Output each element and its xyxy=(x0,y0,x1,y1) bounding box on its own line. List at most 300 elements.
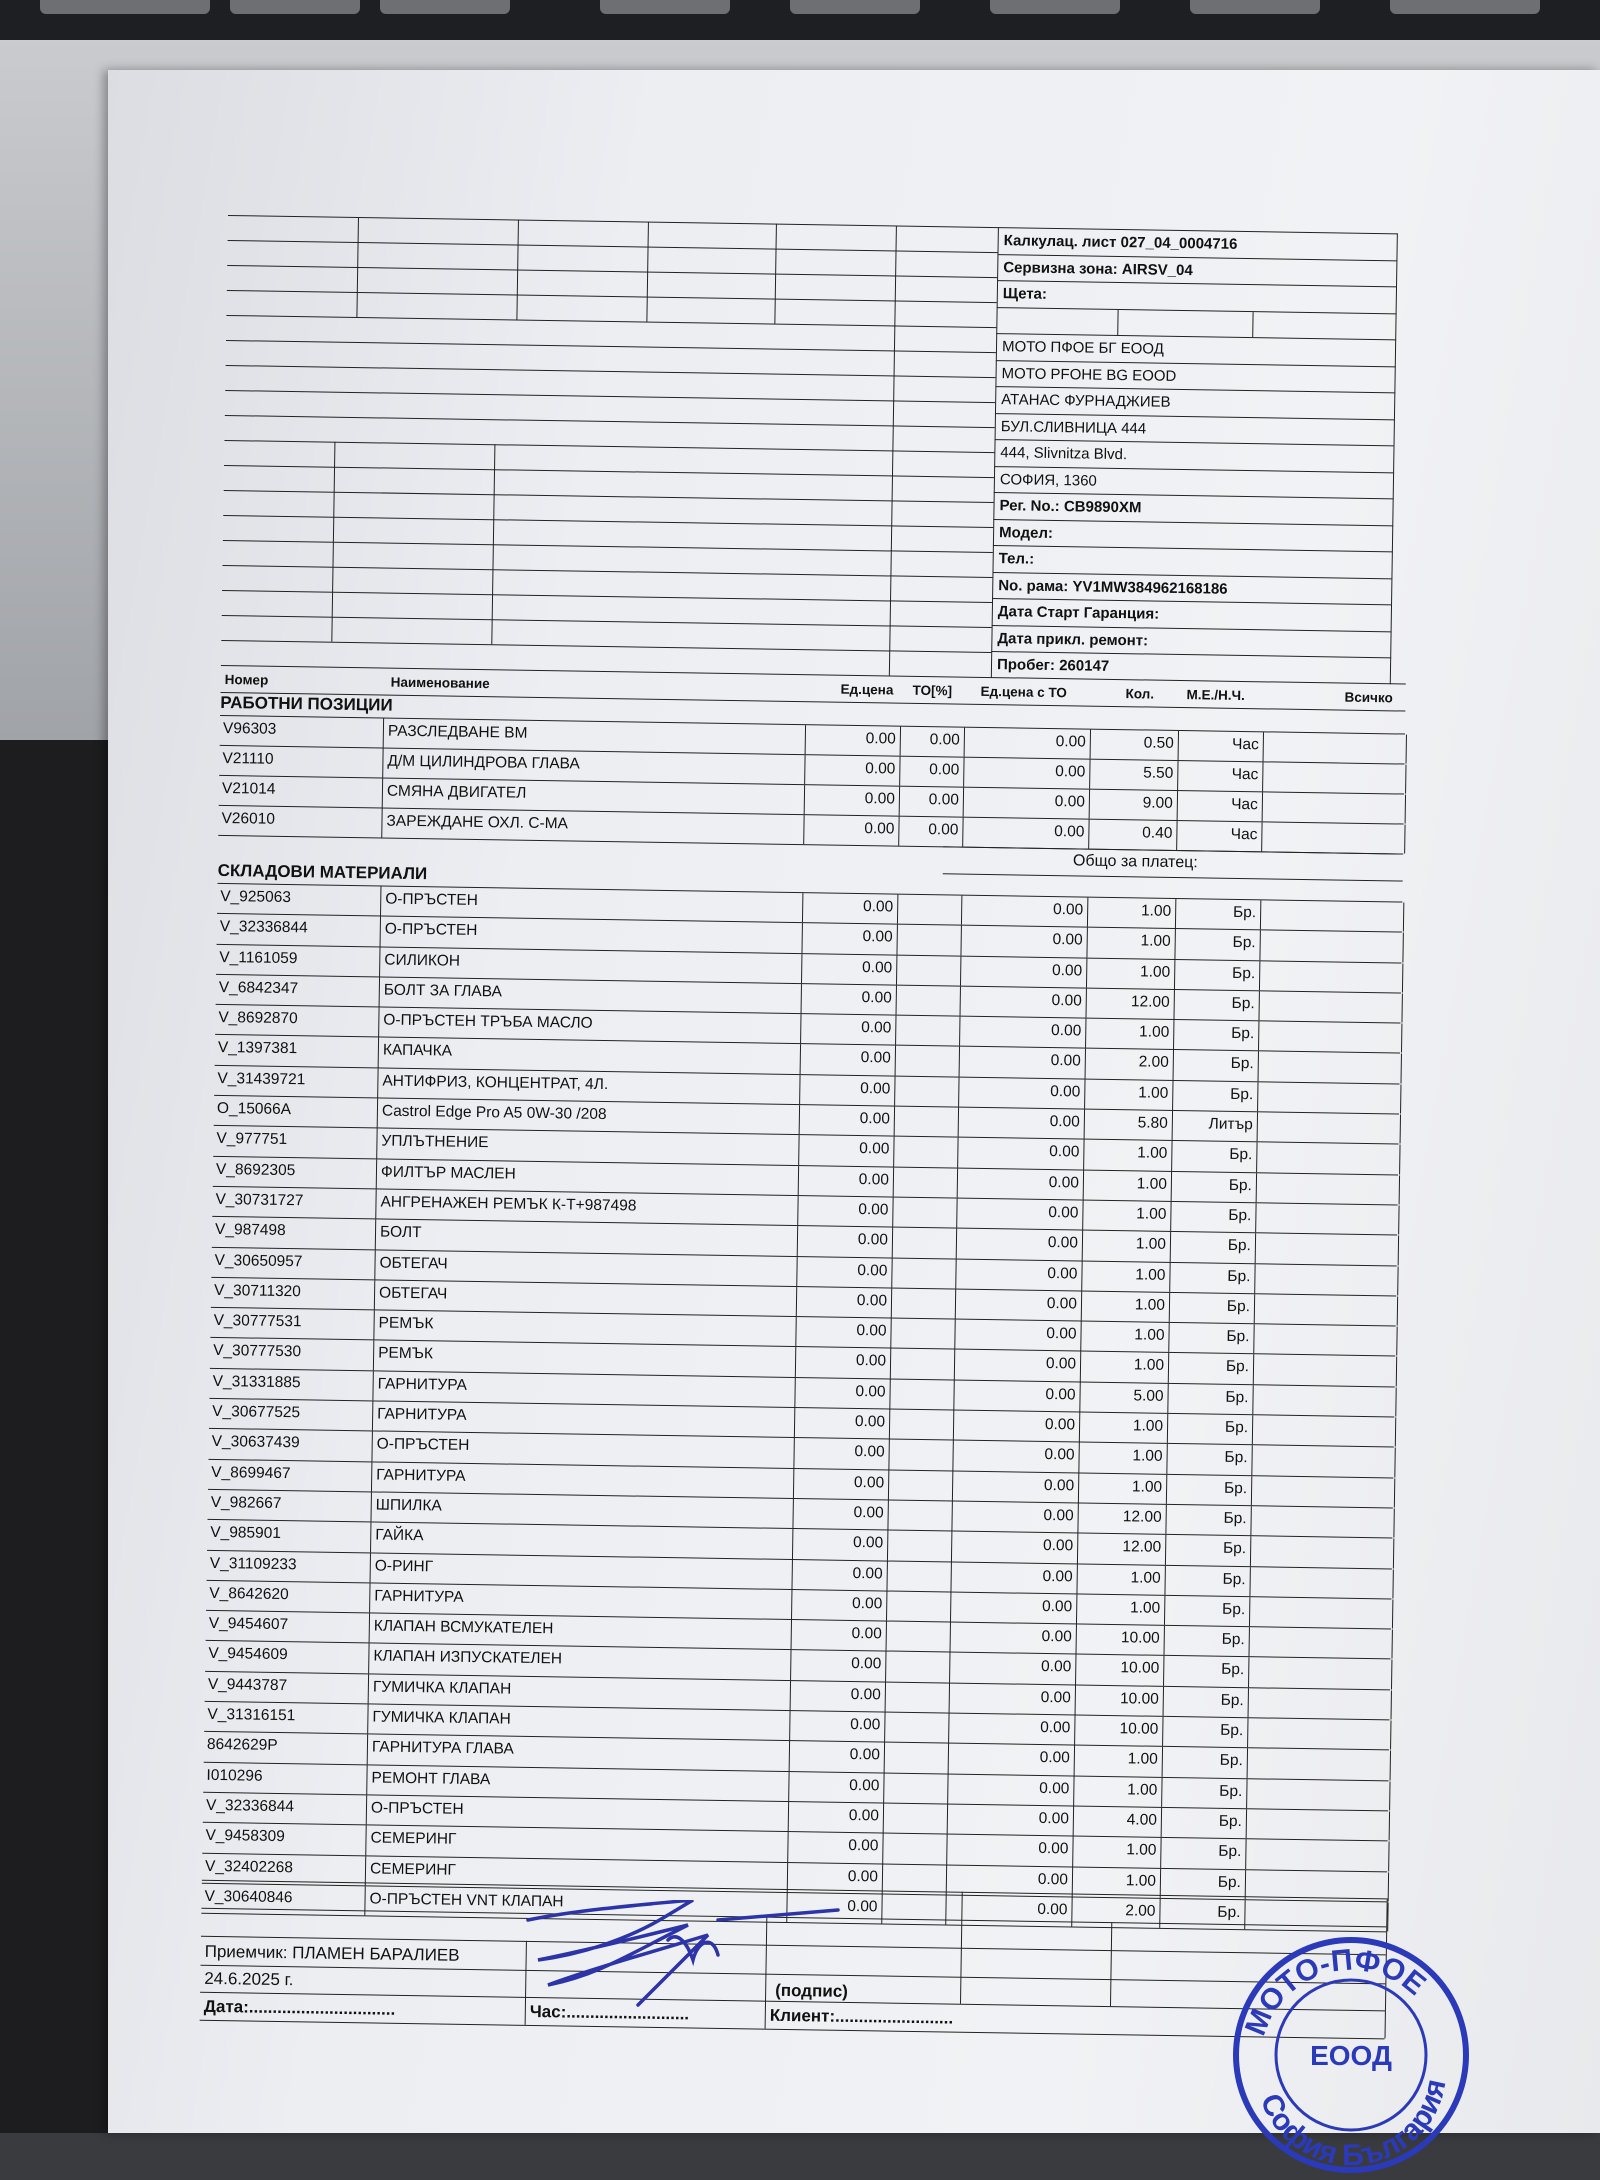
row-code: V_30637439 xyxy=(211,1433,300,1452)
row-total xyxy=(1258,1021,1402,1053)
row-qty: 1.00 xyxy=(1081,1291,1169,1322)
row-discount xyxy=(886,1591,950,1621)
handwritten-signature xyxy=(518,1900,848,2010)
row-discount xyxy=(892,1198,956,1228)
row-price-to: 0.00 xyxy=(956,1199,1082,1230)
row-total xyxy=(1248,1658,1392,1690)
row-qty: 2.00 xyxy=(1071,1897,1159,1928)
phone-label: Тел.: xyxy=(992,545,1392,578)
row-qty: 1.00 xyxy=(1086,928,1174,959)
row-price-to: 0.00 xyxy=(963,758,1089,789)
row-total xyxy=(1250,1506,1394,1538)
row-code: V_1397381 xyxy=(217,1039,298,1058)
row-name: КЛАПАН ВСМУКАТЕЛЕН xyxy=(369,1614,794,1650)
row-price-to: 0.00 xyxy=(955,1289,1081,1320)
row-name: СЕМЕРИНГ xyxy=(365,1856,790,1892)
row-total xyxy=(1252,1385,1396,1417)
row-name: ФИЛТЪР МАСЛЕН xyxy=(376,1159,801,1195)
row-price-to: 0.00 xyxy=(945,1895,1071,1926)
key xyxy=(380,0,510,14)
row-total xyxy=(1258,1052,1402,1084)
row-code: V_32402268 xyxy=(204,1857,294,1876)
col-total: Всичко xyxy=(1344,689,1393,706)
row-unit: Бр. xyxy=(1169,1262,1254,1293)
calculation-sheet xyxy=(199,215,1413,2083)
row-name: ГУМИЧКА КЛАПАН xyxy=(368,1674,793,1710)
row-qty: 1.00 xyxy=(1072,1837,1160,1868)
row-price: 0.00 xyxy=(797,1196,892,1227)
company-stamp xyxy=(1226,1930,1476,2180)
row-price: 0.00 xyxy=(804,785,899,815)
city: СОФИЯ, 1360 xyxy=(994,466,1394,499)
col-uom: М.Е./Н.Ч. xyxy=(1186,687,1245,704)
row-discount: 0.00 xyxy=(899,787,963,817)
row-total xyxy=(1251,1446,1395,1478)
row-qty: 1.00 xyxy=(1072,1867,1160,1898)
row-discount xyxy=(891,1258,955,1288)
row-price-to: 0.00 xyxy=(951,1532,1077,1563)
row-name: СЕМЕРИНГ xyxy=(365,1826,790,1862)
row-code: V21014 xyxy=(221,779,276,798)
row-unit: Час xyxy=(1178,731,1263,761)
row-code: V_925063 xyxy=(220,887,292,907)
row-discount: 0.00 xyxy=(899,757,963,787)
row-price: 0.00 xyxy=(793,1438,888,1469)
row-discount xyxy=(889,1410,953,1440)
col-discount: ТО[%] xyxy=(912,682,953,699)
date-label: Дата:............................... xyxy=(203,1996,396,2019)
row-code: V_32336844 xyxy=(219,918,308,937)
row-total xyxy=(1251,1476,1395,1508)
row-discount xyxy=(888,1440,952,1470)
row-code: O_15066A xyxy=(216,1100,292,1119)
row-price-to: 0.00 xyxy=(950,1623,1076,1654)
row-unit: Бр. xyxy=(1170,1202,1255,1233)
row-unit: Бр. xyxy=(1166,1444,1251,1475)
row-code: V_30731727 xyxy=(215,1190,304,1210)
row-price-to: 0.00 xyxy=(960,956,1086,987)
row-discount xyxy=(894,1107,958,1137)
street-en: 444, Slivnitza Blvd. xyxy=(994,439,1394,472)
row-price-to: 0.00 xyxy=(957,1138,1083,1169)
row-price: 0.00 xyxy=(791,1590,886,1621)
warranty-start: Дата Старт Гаранция: xyxy=(992,598,1392,631)
row-name: ЗАРЕЖДАНЕ ОХЛ. С-МА xyxy=(381,808,806,844)
row-price: 0.00 xyxy=(801,954,896,985)
row-unit: Бр. xyxy=(1174,929,1259,960)
row-discount xyxy=(882,1834,946,1864)
repair-date: Дата прикл. ремонт: xyxy=(991,625,1391,658)
row-qty: 12.00 xyxy=(1077,1534,1165,1565)
frame-number: No. рама: YV1MW384962168186 xyxy=(992,572,1392,605)
row-price: 0.00 xyxy=(788,1802,883,1833)
row-price: 0.00 xyxy=(787,1862,882,1893)
row-unit: Бр. xyxy=(1159,1899,1244,1930)
row-name: ГУМИЧКА КЛАПАН xyxy=(367,1704,792,1740)
materials-section-title: СКЛАДОВИ МАТЕРИАЛИ xyxy=(217,860,428,884)
col-price-with-to: Ед.цена с ТО xyxy=(980,683,1067,701)
row-discount xyxy=(897,895,961,925)
company-name-bg: МОТО ПФОЕ БГ ЕООД xyxy=(996,333,1396,366)
row-name: О-ПРЪСТЕН xyxy=(380,917,805,953)
row-qty: 1.00 xyxy=(1084,1079,1172,1110)
row-price: 0.00 xyxy=(790,1650,885,1681)
row-name: СМЯНА ДВИГАТЕЛ xyxy=(382,778,807,814)
row-name: ГАРНИТУРА xyxy=(369,1583,794,1619)
row-unit: Бр. xyxy=(1171,1141,1256,1172)
row-price: 0.00 xyxy=(786,1893,881,1924)
mileage: Пробег: 260147 xyxy=(991,651,1391,684)
row-code: V_30650957 xyxy=(214,1251,303,1270)
row-name: БОЛТ xyxy=(375,1220,800,1256)
key xyxy=(990,0,1120,14)
key xyxy=(40,0,210,14)
row-unit: Бр. xyxy=(1162,1747,1247,1778)
row-price: 0.00 xyxy=(800,1045,895,1076)
row-price: 0.00 xyxy=(796,1287,891,1318)
row-price: 0.00 xyxy=(789,1711,884,1742)
labor-section-title: РАБОТНИ ПОЗИЦИИ xyxy=(220,692,393,715)
row-qty: 1.00 xyxy=(1082,1231,1170,1262)
row-qty: 1.00 xyxy=(1074,1746,1162,1777)
row-total xyxy=(1252,1415,1396,1447)
row-total xyxy=(1248,1627,1392,1659)
row-qty: 0.50 xyxy=(1090,730,1178,760)
row-price: 0.00 xyxy=(794,1378,889,1409)
row-code: V_8692870 xyxy=(218,1009,298,1028)
row-total xyxy=(1253,1324,1397,1356)
row-name: РЕМОНТ ГЛАВА xyxy=(366,1765,791,1801)
row-name: РЕМЪК xyxy=(373,1311,798,1347)
company-name-en: MOTO PFOHE BG EOOD xyxy=(995,360,1395,393)
calc-sheet-number: Калкулац. лист 027_04_0004716 xyxy=(997,227,1397,260)
row-code: V21110 xyxy=(222,749,274,768)
row-unit: Бр. xyxy=(1163,1687,1248,1718)
row-unit: Бр. xyxy=(1161,1777,1246,1808)
row-unit: Час xyxy=(1176,821,1261,851)
row-code: V_985901 xyxy=(210,1524,282,1543)
keyboard-edge xyxy=(0,0,1600,40)
row-name: ШПИЛКА xyxy=(370,1492,795,1528)
row-price: 0.00 xyxy=(791,1620,886,1651)
row-name: ОБТЕГАЧ xyxy=(374,1280,799,1316)
row-total xyxy=(1263,732,1407,763)
row-unit: Бр. xyxy=(1165,1505,1250,1536)
row-discount xyxy=(888,1470,952,1500)
row-total xyxy=(1250,1536,1394,1568)
row-code: V_30640846 xyxy=(204,1887,293,1907)
stamp-bottom-text: София България xyxy=(1253,2076,1453,2173)
row-unit: Бр. xyxy=(1168,1323,1253,1354)
row-qty: 10.00 xyxy=(1074,1715,1162,1746)
row-name: КЛАПАН ИЗПУСКАТЕЛЕН xyxy=(368,1644,793,1680)
vehicle-info-block xyxy=(991,227,1398,684)
row-price: 0.00 xyxy=(798,1166,893,1197)
row-qty: 4.00 xyxy=(1073,1806,1161,1837)
payer-subtotal xyxy=(943,846,1403,881)
row-code: V_987498 xyxy=(214,1221,286,1240)
row-total xyxy=(1262,762,1406,793)
key xyxy=(790,0,920,14)
row-discount xyxy=(889,1379,953,1409)
row-code: V_1161059 xyxy=(219,948,298,967)
row-price: 0.00 xyxy=(793,1469,888,1500)
row-discount xyxy=(894,1076,958,1106)
row-unit: Бр. xyxy=(1163,1656,1248,1687)
row-unit: Бр. xyxy=(1167,1384,1252,1415)
row-qty: 1.00 xyxy=(1083,1140,1171,1171)
row-unit: Час xyxy=(1177,761,1262,791)
row-price: 0.00 xyxy=(791,1560,886,1591)
row-unit: Бр. xyxy=(1173,1020,1258,1051)
row-price-to: 0.00 xyxy=(948,1714,1074,1745)
row-discount xyxy=(892,1228,956,1258)
blank-header-grid xyxy=(221,215,998,677)
row-qty: 12.00 xyxy=(1077,1503,1165,1534)
row-total xyxy=(1256,1173,1400,1205)
row-name: СИЛИКОН xyxy=(379,947,804,983)
row-total xyxy=(1262,792,1406,823)
row-discount xyxy=(896,955,960,985)
client-label: Клиент:......................... xyxy=(769,2005,954,2028)
row-qty: 1.00 xyxy=(1080,1352,1168,1383)
row-name: АНТИФРИЗ, КОНЦЕНТРАТ, 4Л. xyxy=(377,1068,802,1104)
row-unit: Бр. xyxy=(1160,1838,1245,1869)
row-total xyxy=(1257,1082,1401,1114)
row-code: V_977751 xyxy=(216,1130,288,1149)
col-unit-price: Ед.цена xyxy=(840,681,894,698)
key xyxy=(600,0,730,14)
row-qty: 10.00 xyxy=(1076,1625,1164,1656)
stamp-center-text: ЕООД xyxy=(1310,2040,1392,2071)
row-unit: Бр. xyxy=(1163,1626,1248,1657)
row-code: V_31331885 xyxy=(212,1372,301,1392)
key xyxy=(1390,0,1540,14)
row-unit: Бр. xyxy=(1165,1535,1250,1566)
row-name: О-ПРЪСТЕН xyxy=(380,886,805,922)
street-bg: БУЛ.СЛИВНИЦА 444 xyxy=(995,413,1395,446)
row-total xyxy=(1246,1779,1390,1811)
row-code: V26010 xyxy=(221,809,276,828)
svg-text:МОТО-ПФОЕ xyxy=(1239,1943,1432,2040)
row-total xyxy=(1249,1597,1393,1629)
registration-number: Рег. No.: CB9890XM xyxy=(993,492,1393,525)
row-code: V_9454609 xyxy=(208,1645,288,1664)
row-discount xyxy=(885,1682,949,1712)
row-unit: Бр. xyxy=(1175,899,1260,930)
row-qty: 1.00 xyxy=(1078,1473,1166,1504)
row-name: ОБТЕГАЧ xyxy=(374,1250,799,1286)
model-label: Модел: xyxy=(993,519,1393,552)
row-unit: Бр. xyxy=(1167,1414,1252,1445)
time-label: Час:.......................... xyxy=(529,2001,690,2024)
receipt-date: 24.6.2025 г. xyxy=(204,1968,294,1990)
col-qty: Кол. xyxy=(1125,686,1155,702)
row-name: Castrol Edge Pro A5 0W-30 /208 xyxy=(377,1099,802,1135)
row-unit: Бр. xyxy=(1166,1475,1251,1506)
row-total xyxy=(1259,931,1403,963)
row-unit: Бр. xyxy=(1172,1081,1257,1112)
row-price-to: 0.00 xyxy=(947,1804,1073,1835)
row-discount xyxy=(890,1319,954,1349)
row-price-to: 0.00 xyxy=(952,1441,1078,1472)
row-price: 0.00 xyxy=(792,1529,887,1560)
row-price: 0.00 xyxy=(803,815,898,845)
row-price-to: 0.00 xyxy=(961,896,1087,927)
row-total xyxy=(1260,900,1404,932)
row-name: АНГРЕНАЖЕН РЕМЪК К-Т+987498 xyxy=(375,1189,800,1225)
key xyxy=(1190,0,1320,14)
row-price-to: 0.00 xyxy=(957,1168,1083,1199)
row-price-to: 0.00 xyxy=(949,1653,1075,1684)
row-qty: 0.40 xyxy=(1088,820,1176,850)
row-price-to: 0.00 xyxy=(948,1744,1074,1775)
row-price: 0.00 xyxy=(792,1499,887,1530)
row-code: V_8699467 xyxy=(211,1463,291,1482)
row-price: 0.00 xyxy=(800,1014,895,1045)
row-unit: Бр. xyxy=(1173,1050,1258,1081)
row-discount xyxy=(883,1773,947,1803)
row-code: V_9458309 xyxy=(205,1827,285,1846)
row-code: V_9443787 xyxy=(207,1675,288,1694)
row-total xyxy=(1258,991,1402,1023)
row-discount xyxy=(890,1349,954,1379)
row-name: РАЗСЛЕДВАНЕ ВМ xyxy=(383,718,808,754)
row-unit: Бр. xyxy=(1170,1232,1255,1263)
row-total xyxy=(1245,1839,1389,1871)
row-qty: 1.00 xyxy=(1083,1170,1171,1201)
col-name: Наименование xyxy=(390,674,490,692)
row-unit: Бр. xyxy=(1160,1868,1245,1899)
row-unit: Бр. xyxy=(1164,1565,1249,1596)
row-price-to: 0.00 xyxy=(959,1017,1085,1048)
row-price-to: 0.00 xyxy=(962,818,1088,849)
row-name: КАПАЧКА xyxy=(378,1038,803,1074)
row-price-to: 0.00 xyxy=(950,1592,1076,1623)
row-price-to: 0.00 xyxy=(958,1108,1084,1139)
row-qty: 1.00 xyxy=(1080,1322,1168,1353)
row-code: V_30777531 xyxy=(213,1312,302,1331)
row-price: 0.00 xyxy=(794,1408,889,1439)
row-qty: 1.00 xyxy=(1082,1201,1170,1232)
row-discount xyxy=(887,1531,951,1561)
row-code: V_8692305 xyxy=(215,1160,296,1179)
row-name: О-ПРЪСТЕН xyxy=(371,1432,796,1468)
row-price-to: 0.00 xyxy=(950,1562,1076,1593)
row-price-to: 0.00 xyxy=(960,926,1086,957)
row-price-to: 0.00 xyxy=(959,1047,1085,1078)
row-price: 0.00 xyxy=(789,1741,884,1772)
row-price: 0.00 xyxy=(801,923,896,954)
row-qty: 12.00 xyxy=(1085,988,1173,1019)
row-price: 0.00 xyxy=(802,893,897,924)
row-price: 0.00 xyxy=(797,1226,892,1257)
row-price-to: 0.00 xyxy=(958,1077,1084,1108)
row-price-to: 0.00 xyxy=(956,1229,1082,1260)
receiver-name: Приемчик: ПЛАМЕН БАРАЛИЕВ xyxy=(204,1941,460,1965)
row-discount xyxy=(896,985,960,1015)
row-unit: Бр. xyxy=(1171,1172,1256,1203)
row-qty: 1.00 xyxy=(1076,1564,1164,1595)
row-qty: 10.00 xyxy=(1075,1655,1163,1686)
row-total xyxy=(1256,1143,1400,1175)
row-code: V_31109233 xyxy=(209,1554,297,1573)
row-name: БОЛТ ЗА ГЛАВА xyxy=(379,977,804,1013)
row-qty: 2.00 xyxy=(1085,1049,1173,1080)
row-discount xyxy=(896,925,960,955)
row-name: Д/М ЦИЛИНДРОВА ГЛАВА xyxy=(382,748,807,784)
row-total xyxy=(1257,1112,1401,1144)
row-price-to: 0.00 xyxy=(955,1259,1081,1290)
row-price: 0.00 xyxy=(805,725,900,755)
row-discount xyxy=(891,1288,955,1318)
row-discount xyxy=(884,1713,948,1743)
row-name: ГАРНИТУРА xyxy=(372,1371,797,1407)
row-qty: 9.00 xyxy=(1089,790,1177,820)
row-code: V_30711320 xyxy=(213,1281,302,1301)
row-discount: 0.00 xyxy=(898,817,962,847)
signature-label: (подпис) xyxy=(775,1980,849,2001)
row-price-to: 0.00 xyxy=(951,1501,1077,1532)
row-price-to: 0.00 xyxy=(949,1683,1075,1714)
row-code: 8642629P xyxy=(206,1736,278,1755)
row-price-to: 0.00 xyxy=(964,728,1090,759)
row-qty: 1.00 xyxy=(1073,1776,1161,1807)
row-qty: 5.00 xyxy=(1079,1382,1167,1413)
paper-sheet xyxy=(108,70,1600,2173)
row-qty: 1.00 xyxy=(1081,1261,1169,1292)
row-unit: Бр. xyxy=(1162,1717,1247,1748)
row-qty: 1.00 xyxy=(1086,958,1174,989)
row-code: V_31316151 xyxy=(207,1705,296,1725)
row-code: V_31439721 xyxy=(217,1069,306,1089)
row-price: 0.00 xyxy=(799,1105,894,1136)
row-unit: Час xyxy=(1177,791,1262,821)
row-name: О-РИНГ xyxy=(370,1553,795,1589)
row-price: 0.00 xyxy=(795,1348,890,1379)
row-total xyxy=(1246,1809,1390,1841)
row-price-to: 0.00 xyxy=(952,1471,1078,1502)
row-price-to: 0.00 xyxy=(963,788,1089,819)
row-unit: Бр. xyxy=(1173,990,1258,1021)
row-qty: 1.00 xyxy=(1079,1413,1167,1444)
row-discount xyxy=(895,1016,959,1046)
row-qty: 1.00 xyxy=(1085,1019,1173,1050)
row-code: V_982667 xyxy=(210,1493,282,1512)
row-code: V_9454607 xyxy=(208,1614,289,1634)
row-total xyxy=(1253,1355,1397,1387)
row-discount xyxy=(885,1652,949,1682)
row-discount xyxy=(893,1167,957,1197)
row-code: I010296 xyxy=(206,1766,263,1785)
service-zone: Сервизна зона: AIRSV_04 xyxy=(997,254,1397,287)
row-unit: Бр. xyxy=(1169,1293,1254,1324)
row-total xyxy=(1261,822,1405,853)
row-total xyxy=(1247,1749,1391,1781)
key xyxy=(230,0,360,14)
row-discount xyxy=(884,1743,948,1773)
row-code: V_30777530 xyxy=(213,1342,302,1361)
row-price: 0.00 xyxy=(798,1135,893,1166)
row-price-to: 0.00 xyxy=(954,1350,1080,1381)
row-total xyxy=(1248,1688,1392,1720)
subtotal-label: Общо за платец: xyxy=(1072,852,1198,872)
row-price: 0.00 xyxy=(790,1681,885,1712)
row-price: 0.00 xyxy=(795,1317,890,1348)
row-total xyxy=(1249,1567,1393,1599)
row-discount: 0.00 xyxy=(900,727,964,757)
stamp-top-text: МОТО-ПФОЕ xyxy=(1238,1943,1432,2040)
